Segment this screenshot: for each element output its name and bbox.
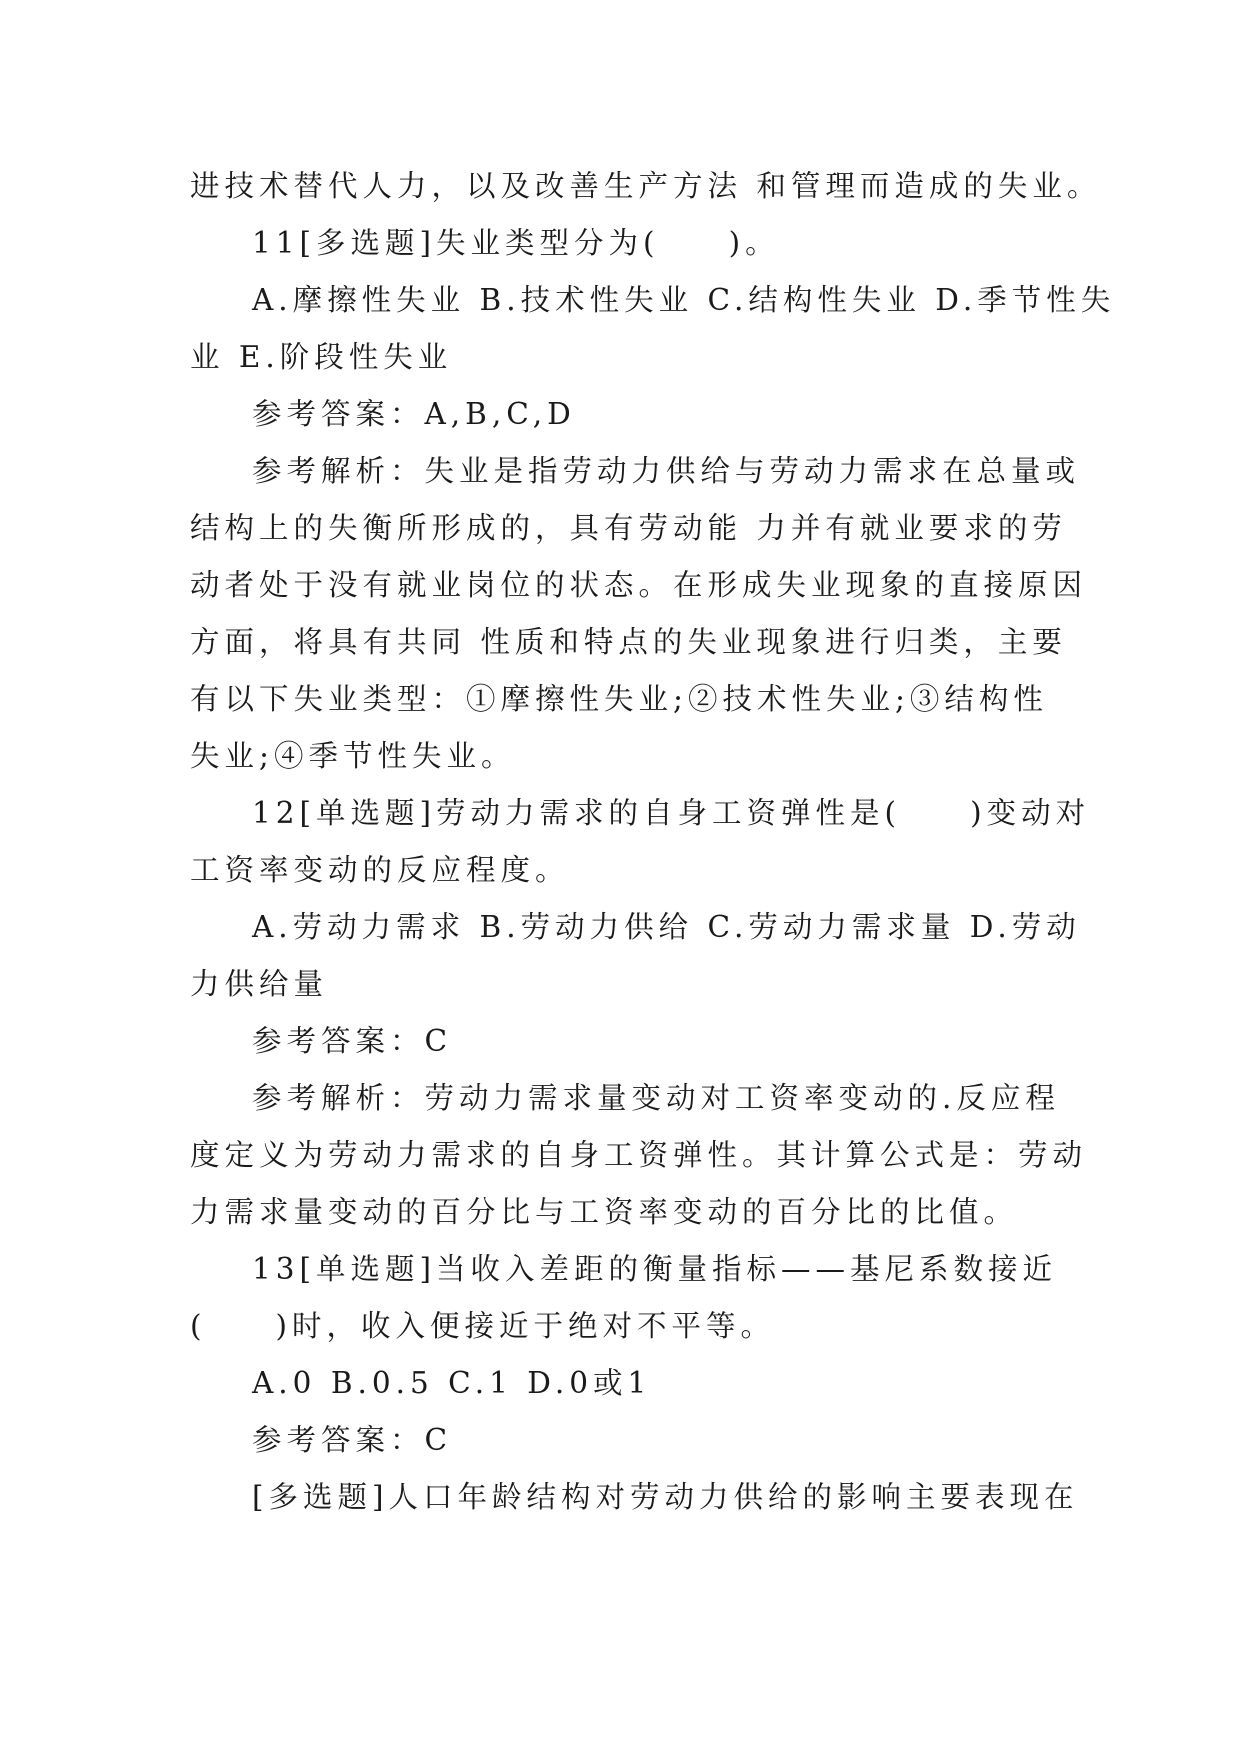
question-13-title: 13[单选题]当收入差距的衡量指标——基尼系数接近: [252, 1252, 1058, 1286]
text-line: 有以下失业类型：①摩擦性失业;②技术性失业;③结构性: [190, 682, 1048, 716]
question-12-options: A.劳动力需求 B.劳动力供给 C.劳动力需求量 D.劳动: [252, 910, 1081, 944]
text-line: 动者处于没有就业岗位的状态。在形成失业现象的直接原因: [190, 568, 1088, 602]
question-11-answer: 参考答案：A,B,C,D: [252, 397, 576, 431]
text-line: 进技术替代人力，以及改善生产方法 和管理而造成的失业。: [190, 169, 1102, 203]
question-11-options: A.摩擦性失业 B.技术性失业 C.结构性失业 D.季节性失: [252, 283, 1116, 317]
text-line: 失业;④季节性失业。: [190, 739, 516, 773]
question-13-answer: 参考答案：C: [252, 1423, 453, 1457]
text-line: 结构上的失衡所形成的，具有劳动能 力并有就业要求的劳: [190, 511, 1067, 545]
question-12-options-cont: 力供给量: [190, 967, 329, 1001]
question-11-title: 11[多选题]失业类型分为( )。: [252, 226, 780, 260]
question-11-options-cont: 业 E.阶段性失业: [190, 340, 453, 374]
text-line: 方面，将具有共同 性质和特点的失业现象进行归类，主要: [190, 625, 1067, 659]
question-11-explanation: 参考解析：失业是指劳动力供给与劳动力需求在总量或: [252, 454, 1081, 488]
text-line: 度定义为劳动力需求的自身工资弹性。其计算公式是：劳动: [190, 1138, 1088, 1172]
question-12-title: 12[单选题]劳动力需求的自身工资弹性是( )变动对: [252, 796, 1091, 830]
question-12-answer: 参考答案：C: [252, 1024, 453, 1058]
text-line: 工资率变动的反应程度。: [190, 853, 570, 887]
question-13-options: A.0 B.0.5 C.1 D.0或1: [252, 1366, 652, 1400]
question-14-title: [多选题]人口年龄结构对劳动力供给的影响主要表现在: [252, 1480, 1079, 1514]
question-12-explanation: 参考解析：劳动力需求量变动对工资率变动的.反应程: [252, 1081, 1060, 1115]
text-line: 力需求量变动的百分比与工资率变动的百分比的比值。: [190, 1195, 1019, 1229]
text-line: ( )时，收入便接近于绝对不平等。: [190, 1309, 776, 1343]
